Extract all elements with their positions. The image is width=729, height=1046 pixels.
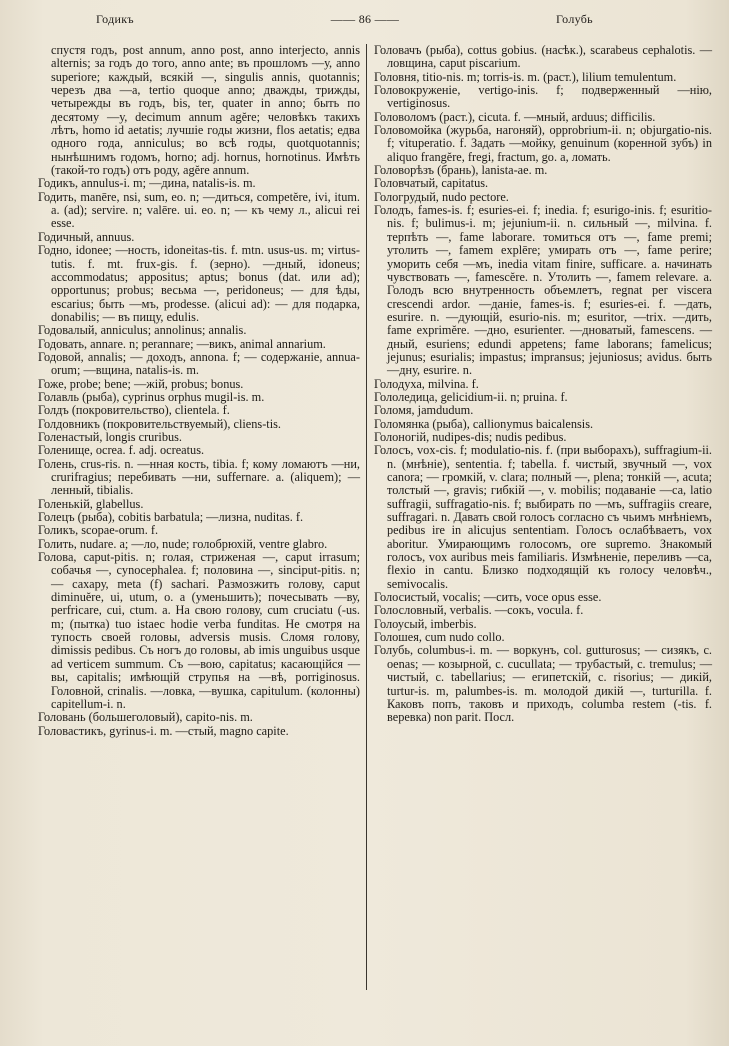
- dictionary-entry: Голавль (рыба), cyprinus orphus mugil-is. m.: [38, 389, 265, 404]
- dictionary-entry: Голомянка (рыба), callionymus baicalensis.: [374, 416, 594, 431]
- dictionary-entry: Годно, idonee; —ность, idoneitas-tis. f. mtn. usus-us. m; virtus-tutis. f. mt. frux-gis. f. (зерно). —дный, idoneus; accommodatus; appositus; aptus; bonus (dat. или ad); opportunus; probus; весьма —, peridoneus; — для ѣды, escarius; быть —мъ, prodesse. (alicui ad): — для подарка, donabilis; — въ пищу, edulis.: [38, 243, 360, 324]
- right-column: [374, 44, 712, 725]
- dictionary-entry: Годить, manēre, nsi, sum, eo. n; —диться, competĕre, ivi, itum. a. (ad); servire. n; valēre. ui. eo. n; — къ чему л., alicui rei esse.: [38, 189, 360, 231]
- dictionary-entry: Головня, titio-nis. m; torris-is. m. (раст.), lilium temulentum.: [374, 69, 677, 84]
- dictionary-entry: Головорѣзъ (брань), lanista-ae. m.: [374, 163, 548, 178]
- dictionary-entry: Годичный, annuus.: [38, 229, 135, 244]
- dictionary-entry: Голить, nudare. a; —ло, nude; голобрюхій, ventre glabro.: [38, 536, 328, 551]
- dictionary-entry: Голень, crus-ris. n. —нная кость, tibia. f; кому ломаютъ —ни, crurifragius; перебивать —ни, suffernare. a. (aliquem); —ленный, tibialis.: [38, 456, 360, 498]
- dictionary-entry: Голодъ, fames-is. f; esuries-ei. f; inedia. f; esurigo-inis. f; esuritio-nis. f; bulimus-i. m; jejunium-ii. n. сильный —, milvina. f. терпѣть —, fame laborare. томиться отъ —, fame premi; утолить —, famem explēre; умирать отъ —, fame perire; уморить себя —мъ, inedia vitam finire, sufficare. a. начинать чувствовать —, famescĕre. n. Утолить —, famem relevare. a. Голодъ всю внутренность объемлетъ, regnat per viscera crescendi ardor. —даніе, fames-is. f; esuries-ei. f. —дать, esurire. n. —дующій, esurio-nis. m; esuritor, —trix. —дить, fame exprimĕre. —дно, esurienter. —дноватый, famescens. —дный, esuriens; edundi appetens; fame laborans; famelicus; jejunus; esurialis; impastus; impransus; jejuniosus; avidus. быть —дну, esurire. n.: [374, 203, 712, 378]
- left-column: [38, 44, 360, 738]
- dictionary-entry: Голоусый, imberbis.: [374, 616, 477, 631]
- dictionary-entry: Годовой, annalis; — доходъ, annona. f; — содержаніе, annua-orum; —вщина, natalis-is. m.: [38, 349, 360, 378]
- dictionary-entry: Головоломъ (раст.), cicuta. f. —мный, arduus; difficilis.: [374, 109, 656, 124]
- dictionary-entry: Голословный, verbalis. —сокъ, vocula. f.: [374, 603, 584, 618]
- dictionary-entry: Голубь, columbus-i. m. — воркунъ, col. gutturosus; — сизякъ, c. oenas; — козырной, c. cucullata; — трубастый, c. tremulus; — чистый, c. tabellarius; — египетскій, c. risorius; — дикій, turtur-is. m, palumbes-is. m. молодой дикій —, turturilla. f. Каковъ попъ, таковъ и приходъ, columba restem (-tis. f. веревка) non parit. Посл.: [374, 643, 712, 725]
- dictionary-entry: Головачъ (рыба), cottus gobius. (насѣк.), scarabeus cephalotis. —ловщина, caput piscarium.: [374, 43, 712, 71]
- dictionary-entry: Голосистый, vocalis; —сить, voce opus esse.: [374, 590, 602, 605]
- dictionary-entry: Головастикъ, gyrinus-i. m. —стый, magno capite.: [38, 723, 289, 738]
- dictionary-entry: Гологрудый, nudo pectore.: [374, 189, 509, 204]
- dictionary-entry: Голенастый, longis cruribus.: [38, 429, 182, 444]
- entry-continuation: спустя годъ, post annum, anno post, anno interjecto, annis alternis; за годъ до того, anno ante; въ прошломъ —у, anno superiore; каждый, всякій —, singulis annis, quotannis; черезъ два —а, tertio quoque anno; дважды, трижды, четырежды въ годъ, bis, ter, quater in anno; быть по десятому —у, decimum annum agĕre; человѣкъ такихъ лѣтъ, homo id aetatis; лучшіе годы жизни, flos aetatis; едва одного года, anniculus; во всѣ годы, quotquotannis; нынѣшнимъ годомъ, horno; adj. hornus, hornotinus. Имѣть (такой-то годъ) отъ роду, agĕre annum.: [51, 43, 360, 178]
- dictionary-entry: Голикъ, scopae-orum. f.: [38, 523, 159, 538]
- dictionary-entry: Головомойка (журьба, нагоняй), opprobrium-ii. n; objurgatio-nis. f; vituperatio. f. Задать —мойку, genuinum (коренной зубъ) in aliquo frangĕre, fregi, fractum, go. a, ломать.: [374, 123, 712, 164]
- dictionary-entry: Головокруженіе, vertigo-inis. f; подверженный —нію, vertiginosus.: [374, 83, 712, 111]
- dictionary-entry: Голенькій, glabellus.: [38, 496, 144, 511]
- dictionary-entry: Голова, caput-pitis. n; голая, стриженая —, caput irrasum; собачья —, cynocephalea. f; половина —, sinciput-pitis. n; — сахару, meta (f) sachari. Размозжить голову, caput diminuĕre, ui, utum, o. a (уменьшить); почесывать —ву, perfricare, cui, ctum. a. На свою голову, cum cruciatu (-us. m; (пытка) tuo istaec hodie verba funditas. Не смотря на тупость своей головы, adversis musis. Сломя голову, dimissis pedibus. Съ ногъ до головы, ab imis unguibus usque ad verticem summum. Съ —вою, capitatus; касающійся —вы, capitalis; имѣющій струпья на —вѣ, porriginosus. Головной, crinalis. —ловка, —вушка, capitulum. (колонны) capitellum-i. n.: [38, 550, 360, 711]
- dictionary-entry: Голомя, jamdudum.: [374, 403, 474, 418]
- dictionary-entry: Голосъ, vox-cis. f; modulatio-nis. f. (при выборахъ), suffragium-ii. n. (мнѣніе), sententia. f; tabella. f. чистый, звучный —, vox canora; — громкій, v. clara; полный —, plena; тонкій —, acuta; толстый —, gravis; гибкій —, v. mobilis; подаваніе —са, latio suffragii, suffragatio-nis. f; выбирать по —мъ, suffragiis creare, suffragari. n. Давать свой голосъ согласно съ чьимъ мнѣніемъ, pedibus ire in alicujus sententiam. Голосъ ослабѣваетъ, vox aboritur. Умирающимъ голосомъ, ore supremo. Знакомый голосъ, vox auribus meis familiaris. Измѣненіе, переливъ —са, flexio in cantu. Близко подходящій къ голосу человѣч., semivocalis.: [374, 443, 712, 591]
- dictionary-entry: Голдъ (покровительство), clientela. f.: [38, 403, 230, 418]
- dictionary-entry: Головчатый, capitatus.: [374, 176, 489, 191]
- dictionary-entry: Голенище, ocrea. f. adj. ocreatus.: [38, 443, 205, 458]
- dictionary-entry: Гололедица, gelicidium-ii. n; pruina. f.: [374, 389, 568, 404]
- dictionary-entry: Гоже, probe; bene; —жій, probus; bonus.: [38, 376, 244, 391]
- right-guide-word: Голубь: [556, 12, 593, 26]
- page-number: —— 86 ——: [330, 12, 400, 26]
- left-guide-word: Годикъ: [96, 12, 134, 26]
- column-divider: [366, 44, 367, 990]
- dictionary-entry: Голдовникъ (покровительствуемый), cliens-tis.: [38, 416, 281, 431]
- dictionary-entry: Годикъ, annulus-i. m; —дина, natalis-is. m.: [38, 176, 256, 191]
- dictionary-entry: Голошея, cum nudo collo.: [374, 630, 505, 645]
- dictionary-entry: Годовалый, anniculus; annolinus; annalis.: [38, 323, 247, 338]
- dictionary-entry: Головань (большеголовый), capito-nis. m.: [38, 710, 253, 725]
- dictionary-entry: Голодуха, milvina. f.: [374, 376, 479, 391]
- dictionary-entry: Голецъ (рыба), cobitis barbatula; —лизна, nuditas. f.: [38, 510, 304, 525]
- dictionary-entry: Голоногій, nudipes-dis; nudis pedibus.: [374, 429, 567, 444]
- dictionary-entry: Годовать, annare. n; perannare; —викъ, animal annarium.: [38, 336, 326, 351]
